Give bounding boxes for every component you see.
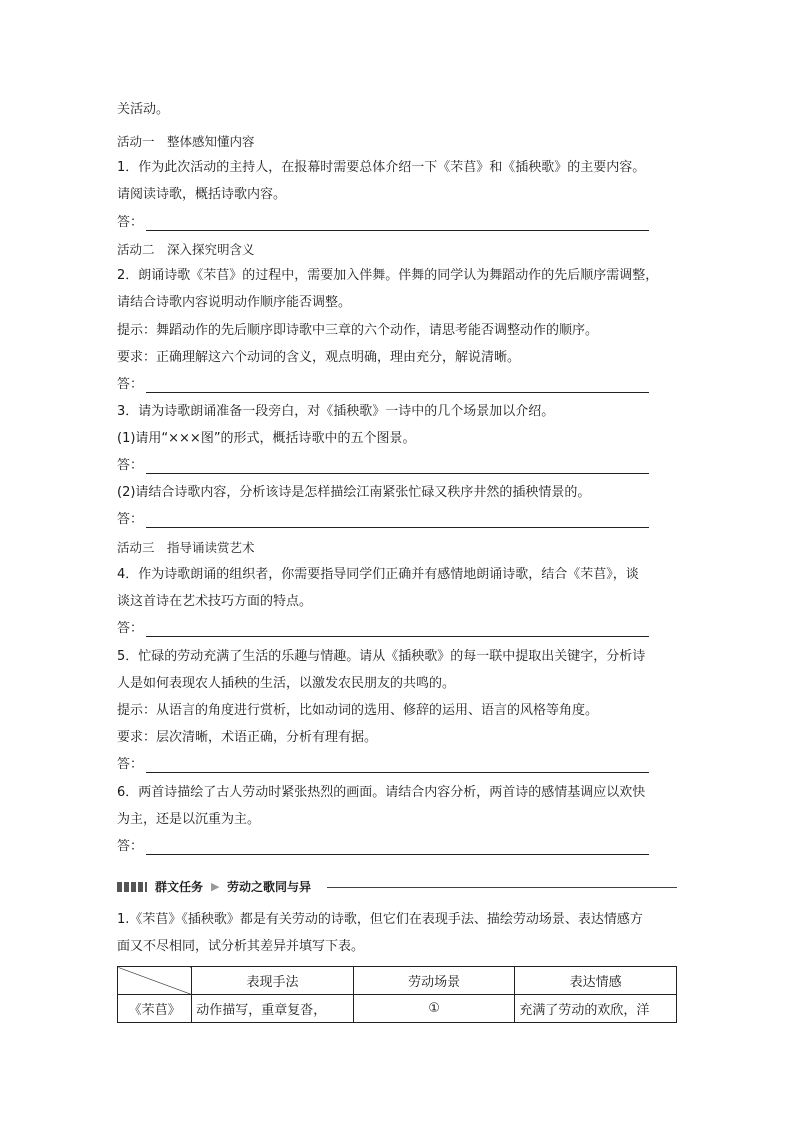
table-header-technique: 表现手法 — [192, 967, 354, 995]
answer-label: 答： — [117, 215, 144, 230]
table-header-scene: 劳动场景 — [353, 967, 515, 995]
answer-line[interactable] — [117, 620, 649, 638]
table-row-label: 《芣苢》 — [118, 995, 192, 1023]
table-header-row — [118, 967, 677, 995]
text-line: 关活动。 — [117, 102, 170, 117]
question-5-requirement: 要求：层次清晰，术语正确，分析有理有据。 — [117, 730, 378, 745]
answer-line[interactable] — [117, 457, 649, 475]
answer-label: 答： — [117, 839, 144, 854]
question-3: 3．请为诗歌朗诵准备一段旁白，对《插秧歌》一诗中的几个场景加以介绍。 — [117, 404, 555, 419]
question-3-part-2: (2)请结合诗歌内容，分析该诗是怎样描绘江南紧张忙碌又秩序井然的插秧情景的。 — [117, 485, 591, 500]
answer-label: 答： — [117, 621, 144, 636]
answer-rule — [146, 854, 649, 855]
answer-rule — [146, 772, 649, 773]
answer-line[interactable] — [117, 214, 649, 232]
answer-rule — [146, 527, 649, 528]
answer-label: 答： — [117, 757, 144, 772]
question-5-hint: 提示：从语言的角度进行赏析，比如动词的选用、修辞的运用、语言的风格等角度。 — [117, 703, 599, 718]
question-5-cont: 人是如何表现农人插秧的生活，以激发农民朋友的共鸣的。 — [117, 676, 456, 691]
activity-heading-3: 活动三 指导诵读赏艺术 — [117, 540, 255, 555]
answer-label: 答： — [117, 377, 144, 392]
table-cell-technique: 动作描写，重章复沓， — [192, 995, 354, 1023]
question-3-part-1: (1)请用“×××图”的形式，概括诗歌中的五个图景。 — [117, 431, 416, 446]
triangle-right-icon: ▶ — [211, 880, 220, 893]
table-cell-scene[interactable]: ① — [353, 995, 515, 1023]
answer-rule — [146, 473, 649, 474]
answer-label: 答： — [117, 458, 144, 473]
group-question-1: 1.《芣苢》《插秧歌》都是有关劳动的诗歌，但它们在表现手法、描绘劳动场景、表达情感方 — [117, 912, 643, 927]
comparison-table — [117, 966, 677, 1023]
answer-line[interactable] — [117, 376, 649, 394]
question-1-cont: 请阅读诗歌，概括诗歌内容。 — [117, 187, 287, 202]
banner-decoration — [117, 882, 147, 892]
question-2-cont: 请结合诗歌内容说明动作顺序能否调整。 — [117, 295, 352, 310]
banner-rule — [327, 887, 677, 888]
answer-line[interactable] — [117, 838, 649, 856]
question-6: 6．两首诗描绘了古人劳动时紧张热烈的画面。请结合内容分析，两首诗的感情基调应以欢快 — [117, 785, 646, 800]
question-6-cont: 为主，还是以沉重为主。 — [117, 812, 261, 827]
section-banner — [117, 878, 677, 896]
group-question-1-cont: 面又不尽相同，试分析其差异并填写下表。 — [117, 939, 365, 954]
table-corner-cell — [118, 967, 192, 995]
question-4-cont: 谈这首诗在艺术技巧方面的特点。 — [117, 594, 313, 609]
answer-rule — [146, 636, 649, 637]
question-5: 5．忙碌的劳动充满了生活的乐趣与情趣。请从《插秧歌》的每一联中提取出关键字，分析诗 — [117, 649, 646, 664]
answer-line[interactable] — [117, 511, 649, 529]
answer-line[interactable] — [117, 756, 649, 774]
table-header-emotion: 表达情感 — [515, 967, 677, 995]
question-4: 4．作为诗歌朗诵的组织者，你需要指导同学们正确并有感情地朗诵诗歌，结合《芣苢》，谈 — [117, 567, 639, 582]
answer-rule — [146, 230, 649, 231]
question-1: 1．作为此次活动的主持人，在报幕时需要总体介绍一下《芣苢》和《插秧歌》的主要内容。 — [117, 160, 646, 175]
answer-rule — [146, 392, 649, 393]
banner-subtitle: 劳动之歌同与异 — [227, 880, 312, 894]
question-2-hint: 提示：舞蹈动作的先后顺序即诗歌中三章的六个动作，请思考能否调整动作的顺序。 — [117, 323, 599, 338]
question-2-requirement: 要求：正确理解这六个动词的含义，观点明确，理由充分，解说清晰。 — [117, 350, 521, 365]
table-cell-emotion: 充满了劳动的欢欣，洋 — [515, 995, 677, 1023]
activity-heading-2: 活动二 深入探究明含义 — [117, 242, 255, 257]
activity-heading-1: 活动一 整体感知懂内容 — [117, 134, 255, 149]
question-2: 2．朗诵诗歌《芣苢》的过程中，需要加入伴舞。伴舞的同学认为舞蹈动作的先后顺序需调整， — [117, 268, 659, 283]
banner-title: 群文任务 — [155, 880, 204, 894]
table-row — [118, 995, 677, 1023]
answer-label: 答： — [117, 512, 144, 527]
